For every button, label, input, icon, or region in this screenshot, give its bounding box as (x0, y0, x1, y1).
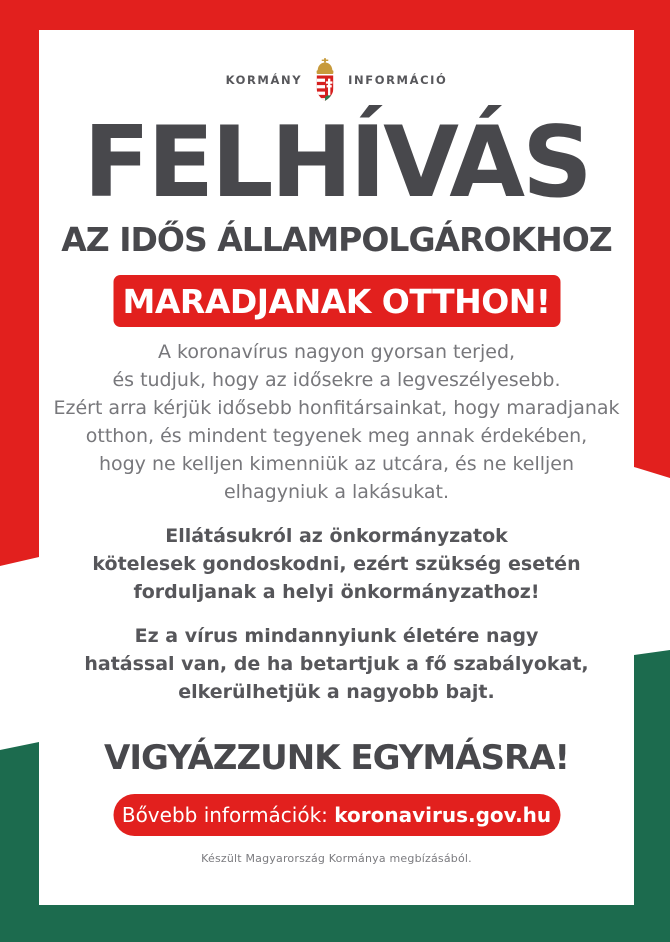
frame-green-bottom (0, 905, 670, 942)
stay-home-badge (113, 275, 560, 327)
text-line: Ezért arra kérjük idősebb honfitársainkat, hogy maradjanak (53, 397, 620, 419)
text-line: otthon, és mindent tegyenek meg annak érdekében, (85, 425, 588, 447)
text-line: kötelesek gondoskodni, ezért szükség esetén (92, 553, 581, 575)
body-paragraph-3 (39, 622, 634, 706)
frame-green-right (634, 650, 670, 942)
frame-red-right (634, 0, 670, 478)
closing-headline: VIGYÁZZUNK EGYMÁSRA! (104, 738, 569, 778)
text-line: elkerülhetjük a nagyobb bajt. (178, 681, 495, 703)
info-pill-prefix: Bővebb információk: (121, 803, 335, 827)
stay-home-badge-label: MARADJANAK OTTHON! (122, 281, 551, 321)
text-line: elhagyniuk a lakásukat. (223, 481, 450, 503)
page-subtitle: AZ IDŐS ÁLLAMPOLGÁROKHOZ (61, 220, 612, 259)
body-paragraph-1 (39, 338, 634, 506)
text-line: Ellátásukról az önkormányzatok (165, 525, 508, 547)
frame-red-top (0, 0, 670, 30)
text-line: hatással van, de ha betartjuk a fő szabályokat, (84, 653, 589, 675)
hungarian-coat-of-arms-icon (312, 57, 338, 103)
info-pill-link[interactable]: koronavirus.gov.hu (334, 803, 552, 827)
info-pill[interactable] (113, 794, 560, 836)
logo-left-label: KORMÁNY (225, 73, 303, 87)
body-paragraph-2 (39, 522, 634, 606)
logo-right-label: INFORMÁCIÓ (348, 73, 448, 87)
footer-note: Készült Magyarország Kormánya megbízásából. (201, 852, 472, 865)
text-line: A koronavírus nagyon gyorsan terjed, (157, 341, 516, 363)
poster-content (39, 30, 634, 905)
frame-red-left (0, 0, 39, 566)
page-title: FELHÍVÁS (83, 106, 590, 220)
text-line: hogy ne kelljen kimenniük az utcára, és ne kelljen (98, 453, 575, 475)
text-line: és tudjuk, hogy az idősekre a legveszélyesebb. (112, 369, 561, 391)
government-logo (39, 56, 634, 104)
text-line: forduljanak a helyi önkormányzathoz! (133, 581, 540, 603)
text-line: Ez a vírus mindannyiunk életére nagy (134, 625, 539, 647)
